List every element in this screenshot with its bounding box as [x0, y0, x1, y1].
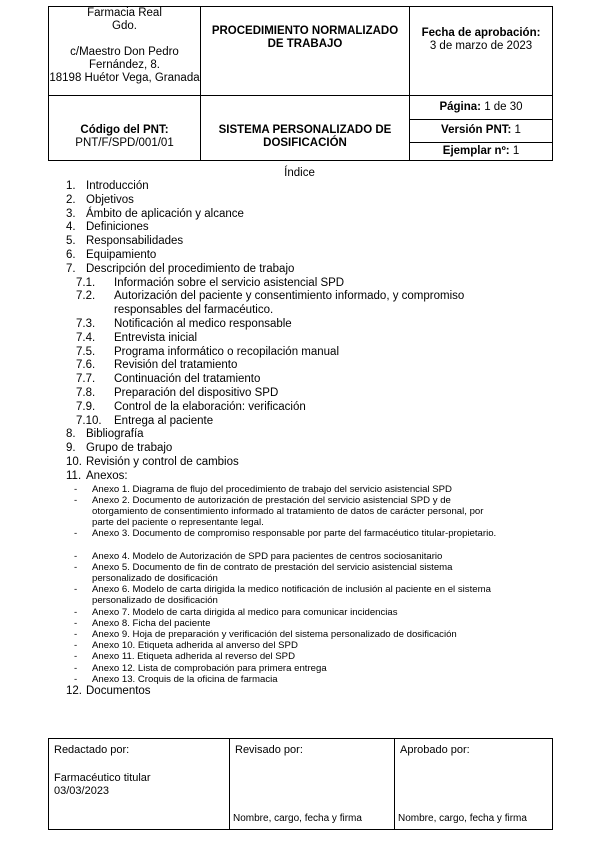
item-number: 5. [66, 235, 76, 248]
system-title: SISTEMA PERSONALIZADO DE DOSIFICACIÓN [218, 123, 392, 149]
item-number: 7.6. [76, 359, 96, 372]
approval-date: 3 de marzo de 2023 [429, 40, 533, 52]
signature-table [48, 738, 553, 830]
address-line-1: c/Maestro Don Pedro [70, 46, 179, 58]
annex-text: Anexo 6. Modelo de carta dirigida la medico notificación de inclusión al paciente en el sistema personalizado de dosificación [92, 584, 491, 607]
list-item [0, 221, 599, 235]
list-item [0, 318, 599, 332]
written-role: Farmacéutico titular [54, 772, 151, 784]
version-value: 1 [514, 124, 521, 136]
item-number: 9. [66, 442, 76, 455]
list-item [0, 180, 599, 194]
list-item [0, 346, 599, 360]
item-number: 7.9. [76, 400, 96, 413]
pharmacy-info-cell [49, 7, 201, 96]
item-text: Entrega al paciente [114, 414, 214, 427]
list-item [0, 442, 599, 456]
list-item [0, 428, 599, 442]
reviewed-by-cell [230, 739, 395, 830]
list-item [0, 290, 599, 318]
item-number: 10. [66, 455, 82, 468]
page-label: Página: [439, 101, 481, 113]
annex-item [0, 562, 599, 584]
approved-footer: Nombre, cargo, fecha y firma [398, 813, 527, 824]
item-text: Introducción [86, 180, 149, 192]
written-by-cell [49, 739, 230, 830]
list-item [0, 263, 599, 277]
annex-item [0, 528, 599, 550]
bullet-dash: - [74, 550, 78, 562]
item-number: 11. [66, 469, 82, 482]
item-text: Revisión y control de cambios [86, 455, 239, 468]
reviewed-label: Revisado por: [235, 744, 303, 756]
item-text: Grupo de trabajo [86, 442, 173, 455]
item-number: 7.8. [76, 386, 96, 399]
item-text: Programa informático o recopilación manual [114, 345, 339, 358]
item-text: Notificación al medico responsable [114, 317, 292, 330]
list-item [0, 456, 599, 470]
address-line-2: Fernández, 8. [89, 59, 160, 71]
annex-item [0, 551, 599, 562]
bullet-dash: - [74, 662, 78, 674]
index-last-item [0, 685, 599, 699]
item-text: Bibliografía [86, 428, 144, 441]
item-text: Revisión del tratamiento [114, 359, 238, 372]
item-text: Descripción del procedimiento de trabajo [86, 262, 295, 275]
annex-text: Anexo 10. Etiqueta adherida al anverso del SPD [92, 640, 298, 652]
bullet-dash: - [74, 617, 78, 629]
item-text: Control de la elaboración: verificación [114, 400, 306, 413]
approval-cell [410, 7, 553, 96]
bullet-dash: - [74, 494, 78, 506]
item-number: 2. [66, 193, 76, 206]
item-text: Continuación del tratamiento [114, 373, 261, 386]
item-number: 1. [66, 180, 76, 192]
written-date: 03/03/2023 [54, 785, 110, 797]
annex-text: Anexo 2. Documento de autorización de prestación del servicio asistencial SPD y de otorgamiento de consentimiento informado al tratamiento de datos de carácter personal, por parte del paciente o representante legal. [92, 494, 484, 529]
list-item [0, 387, 599, 401]
annex-text: Anexo 5. Documento de fin de contrato de prestación del servicio asistencial sistema personalizado de dosificación [92, 561, 453, 585]
item-text: Ámbito de aplicación y alcance [86, 207, 244, 220]
annex-item [0, 674, 599, 685]
index-tail-items [0, 428, 599, 483]
empty-cell [201, 96, 410, 120]
list-item [0, 235, 599, 249]
index-subitems [0, 277, 599, 429]
bullet-dash: - [74, 606, 78, 618]
annex-text: Anexo 8. Ficha del paciente [92, 617, 211, 629]
page-cell [410, 96, 553, 120]
system-title-cell [201, 120, 410, 161]
item-number: 7.5. [76, 345, 96, 358]
annex-text: Anexo 7. Modelo de carta dirigida al medico para comunicar incidencias [92, 606, 398, 618]
annex-item [0, 663, 599, 674]
bullet-dash: - [74, 528, 78, 540]
list-item [0, 415, 599, 429]
annex-list [0, 484, 599, 685]
bullet-dash: - [74, 651, 78, 663]
bullet-dash: - [74, 561, 78, 573]
annex-text: Anexo 9. Hoja de preparación y verificación del sistema personalizado de dosificación [92, 629, 457, 641]
item-number: 7.4. [76, 331, 96, 344]
empty-cell [49, 96, 201, 120]
version-label: Versión PNT: [441, 124, 512, 136]
item-text: Equipamiento [86, 248, 157, 261]
index-title: Índice [284, 167, 315, 179]
approved-by-cell [395, 739, 553, 830]
list-item [0, 277, 599, 291]
table-of-contents [0, 180, 599, 699]
item-number: 7. [66, 262, 76, 275]
list-item [0, 208, 599, 222]
list-item [0, 470, 599, 484]
bullet-dash: - [74, 584, 78, 596]
annex-item [0, 618, 599, 629]
bullet-dash: - [74, 483, 78, 495]
item-number: 7.1. [76, 276, 96, 289]
annex-text: Anexo 1. Diagrama de flujo del procedimiento de trabajo del servicio asistencial SPD [92, 483, 452, 495]
item-text: Definiciones [86, 221, 149, 234]
procedure-title: PROCEDIMIENTO NORMALIZADO DE TRABAJO [211, 25, 399, 50]
item-number: 7.3. [76, 317, 96, 330]
list-item [0, 401, 599, 415]
annex-item [0, 607, 599, 618]
pharmacy-owner: Gdo. [112, 20, 137, 32]
list-item [0, 685, 599, 699]
annex-item [0, 495, 599, 529]
list-item [0, 249, 599, 263]
item-text: Entrevista inicial [114, 331, 198, 344]
item-text: Información sobre el servicio asistencial SPD [114, 276, 345, 289]
list-item [0, 194, 599, 208]
bullet-dash: - [74, 640, 78, 652]
copy-label: Ejemplar nº: [442, 145, 510, 157]
item-number: 8. [66, 428, 76, 441]
version-cell [410, 120, 553, 161]
annex-item [0, 484, 599, 495]
code-label: Código del PNT: [80, 123, 169, 136]
written-label: Redactado por: [54, 744, 130, 756]
list-item [0, 373, 599, 387]
reviewed-footer: Nombre, cargo, fecha y firma [233, 813, 362, 824]
list-item [0, 332, 599, 346]
copy-row [410, 143, 552, 159]
version-row [410, 120, 552, 143]
bullet-dash: - [74, 629, 78, 641]
item-number: 7.7. [76, 373, 96, 386]
bullet-dash: - [74, 673, 78, 685]
item-text: Autorización del paciente y consentimiento informado, y compromiso responsables del farmacéutico. [114, 290, 465, 317]
code-value: PNT/F/SPD/001/01 [75, 136, 174, 149]
approved-label: Aprobado por: [400, 744, 470, 756]
annex-text: Anexo 13. Croquis de la oficina de farmacia [92, 673, 278, 685]
code-cell [49, 120, 201, 161]
pharmacy-name: Farmacia Real [87, 7, 162, 19]
item-text: Anexos: [86, 469, 128, 482]
document-header-table [48, 6, 553, 161]
item-number: 7.2. [76, 290, 96, 303]
annex-text: Anexo 11. Etiqueta adherida al reverso del SPD [92, 651, 296, 663]
annex-item [0, 584, 599, 606]
annex-text: Anexo 12. Lista de comprobación para primera entrega [92, 662, 327, 674]
annex-item [0, 640, 599, 651]
item-number: 3. [66, 207, 76, 220]
annex-item [0, 651, 599, 662]
index-main-items [0, 180, 599, 277]
procedure-title-cell [201, 7, 410, 96]
item-number: 12. [66, 684, 82, 697]
item-text: Documentos [86, 684, 151, 697]
annex-text: Anexo 4. Modelo de Autorización de SPD para pacientes de centros sociosanitario [92, 550, 443, 562]
page-value: 1 de 30 [484, 101, 523, 113]
address-line-3: 18198 Huétor Vega, Granada [49, 72, 200, 84]
item-text: Preparación del dispositivo SPD [114, 386, 279, 399]
item-number: 6. [66, 248, 76, 261]
annex-item [0, 629, 599, 640]
item-text: Responsabilidades [86, 235, 184, 248]
copy-value: 1 [512, 145, 520, 157]
approval-label: Fecha de aprobación: [421, 27, 541, 39]
annex-text: Anexo 3. Documento de compromiso responsable por parte del farmacéutico titular-propietario. [92, 528, 497, 540]
item-number: 4. [66, 221, 76, 234]
item-text: Objetivos [86, 193, 134, 206]
list-item [0, 359, 599, 373]
item-number: 7.10. [76, 414, 102, 427]
